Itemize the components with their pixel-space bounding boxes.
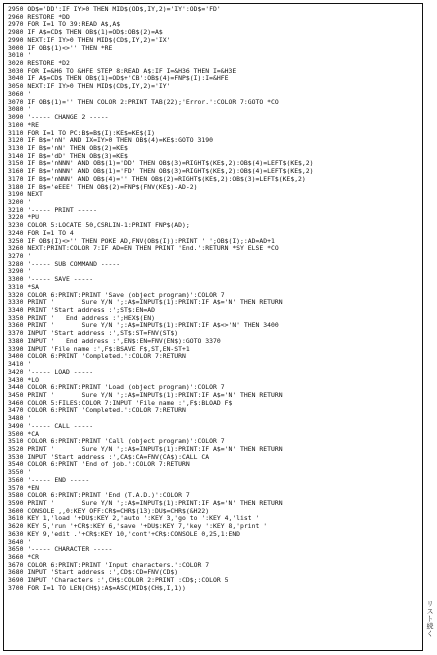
code-line: 3050 NEXT:IF IY>0 THEN MID$(CD$,IY,2)='IY' xyxy=(8,83,171,91)
code-line: 3000 IF OB$(1)<>'' THEN *RE xyxy=(8,44,113,52)
code-line: 3460 COLOR 5:FILES:COLOR 7:INPUT 'File name :',F$:BLOAD F$ xyxy=(8,399,233,407)
code-line: 3640 ' xyxy=(8,538,32,546)
code-line: 3530 INPUT 'Start address :',CA$:CA=FNV(CA$):CALL CA xyxy=(8,453,210,461)
code-line: 3620 KEY 5,'run '+CR$:KEY 6,'save '+DU$:KEY 7,'key ':KEY 8,'print ' xyxy=(8,523,268,531)
code-line: 3010 ' xyxy=(8,52,32,60)
code-line: 3110 FOR I=1 TO PC:B$=B$(I):KE$=KE$(I) xyxy=(8,129,155,137)
code-line: 3410 ' xyxy=(8,361,32,369)
code-line: 3360 PRINT ' Sure Y/N ';:A$=INPUT$(1):PRINT:IF A$<>'N' THEN 3400 xyxy=(8,322,279,330)
code-line: 3250 IF OB$(I)<>'' THEN POKE AD,FNV(OB$(I)):PRINT ' ';OB$(I);:AD=AD+1 xyxy=(8,237,275,245)
code-line: 3470 COLOR 6:PRINT 'Completed.':COLOR 7:RETURN xyxy=(8,407,186,415)
code-line: 2960 RESTORE *DD xyxy=(8,13,70,21)
code-line: 3200 ' xyxy=(8,198,32,206)
code-line: 3310 *SA xyxy=(8,283,39,291)
code-line: 2980 IF A$=CD$ THEN OB$(1)=OD$:OB$(2)=A$ xyxy=(8,29,163,37)
code-line: 3070 IF OB$(1)='' THEN COLOR 2:PRINT TAB(22);'Error.':COLOR 7:GOTO *CO xyxy=(8,98,279,106)
code-line: 3220 *PU xyxy=(8,214,39,222)
code-line: 3040 IF A$=CD$ THEN OB$(1)=OD$+'CB':OB$(4)=FNP$(I):I=&HFE xyxy=(8,75,229,83)
code-line: 3290 ' xyxy=(8,268,32,276)
code-line: 3480 ' xyxy=(8,415,32,423)
code-line: 3160 IF B$='nNNN' AND OB$(1)='FD' THEN OB$(3)=RIGHT$(KE$,2):OB$(4)=LEFT$(KE$,2) xyxy=(8,168,314,176)
program-listing xyxy=(8,6,420,593)
code-line: 2950 OD$='DD':IF IY>0 THEN MID$(OD$,IY,2)='IY':OD$='FD' xyxy=(8,6,221,13)
code-line: 3600 CONSOLE ,,0:KEY OFF:CR$=CHR$(13):DU$=CHR$(&H22) xyxy=(8,507,210,515)
code-line: 2970 FOR I=1 TO 39:READ A$,A$ xyxy=(8,21,121,29)
code-line: 3280 '----- SUB COMMAND ----- xyxy=(8,260,121,268)
code-line: 3230 COLOR 5:LOCATE 50,CSRLIN-1:PRINT FNP$(AD); xyxy=(8,222,190,230)
code-line: 3170 IF B$='nNNN' AND OB$(4)='' THEN OB$(2)=RIGHT$(KE$,2):OB$(3)=LEFT$(KE$,2) xyxy=(8,175,306,183)
code-line: 3590 PRINT ' Sure Y/N ';:A$=INPUT$(1):PRINT:IF A$='N' THEN RETURN xyxy=(8,500,283,507)
code-line: 3540 COLOR 6:PRINT 'End of job.':COLOR 7:RETURN xyxy=(8,461,190,469)
code-line: 3400 COLOR 6:PRINT 'Completed.':COLOR 7:RETURN xyxy=(8,353,186,361)
code-line: 3570 *EN xyxy=(8,484,39,492)
code-line: 3670 COLOR 6:PRINT:PRINT 'Input characters.':COLOR 7 xyxy=(8,561,210,569)
code-line: 3340 PRINT 'Start address :';ST$:EN=AD xyxy=(8,307,155,315)
code-line: 3030 FOR I=&H6 TO &HFE STEP 8:READ A$:IF I=&H36 THEN I=&H3E xyxy=(8,67,237,75)
code-line: 3100 *RE xyxy=(8,121,39,129)
code-line: 3550 ' xyxy=(8,469,32,477)
code-line: 3380 INPUT ' End address :',EN$:EN=FNV(EN$):GOTO 3370 xyxy=(8,337,221,345)
code-line: 3150 IF B$='nNNN' AND OB$(1)='DD' THEN OB$(3)=RIGHT$(KE$,2):OB$(4)=LEFT$(KE$,2) xyxy=(8,160,314,168)
code-line: 3020 RESTORE *D2 xyxy=(8,60,70,68)
code-line: 3130 IF B$='nN' THEN OB$(2)=KE$ xyxy=(8,144,128,152)
code-line: 3320 COLOR 6:PRINT:PRINT 'Save (object program)':COLOR 7 xyxy=(8,291,225,299)
code-line: 3490 '----- CALL ----- xyxy=(8,422,94,430)
code-line: 3580 COLOR 6:PRINT:PRINT 'End (T.A.D.)':COLOR 7 xyxy=(8,492,190,500)
code-line: 3240 FOR I=1 TO 4 xyxy=(8,229,74,237)
code-line: 3390 INPUT 'File name :',F$:BSAVE F$,ST,EN-ST+1 xyxy=(8,345,190,353)
code-line: 3140 IF B$='dD' THEN OB$(3)=KE$ xyxy=(8,152,128,160)
code-line: 3610 KEY 1,'load '+DU$:KEY 2,'auto ':KEY 3,'go to ':KEY 4,'list ' xyxy=(8,515,260,523)
listing-frame xyxy=(3,3,423,651)
code-line: 3300 '----- SAVE ----- xyxy=(8,276,94,284)
code-line: 3690 INPUT 'Characters :',CH$:COLOR 2:PRINT :CD$;:COLOR 5 xyxy=(8,577,229,585)
code-line: 3060 ' xyxy=(8,90,32,98)
code-line: 3560 '----- END ----- xyxy=(8,476,90,484)
code-line: 3210 '----- PRINT ----- xyxy=(8,206,97,214)
code-line: 3510 COLOR 6:PRINT:PRINT 'Call (object program)':COLOR 7 xyxy=(8,438,225,446)
code-line: 3450 PRINT ' Sure Y/N ';:A$=INPUT$(1):PRINT:IF A$='N' THEN RETURN xyxy=(8,391,283,399)
code-line: 3500 *CA xyxy=(8,430,39,438)
code-line: 3630 KEY 9,'edit .'+CR$:KEY 10,'cont'+CR$:CONSOLE 0,25,1:END xyxy=(8,530,241,538)
code-line: 3700 FOR I=1 TO LEN(CH$):A$=ASC(MID$(CH$,I,1)) xyxy=(8,584,186,592)
code-line: 3430 *LO xyxy=(8,376,39,384)
code-line: 3120 IF B$='nN' AND IX=IY>0 THEN OB$(4)=KE$:GOTO 3190 xyxy=(8,137,213,145)
continued-note: リスト続く xyxy=(426,600,434,638)
code-line: 3260 NEXT:PRINT:COLOR 7:IF AD=EN THEN PRINT 'End.':RETURN *SY ELSE *CO xyxy=(8,245,279,253)
code-line: 3270 ' xyxy=(8,253,32,260)
code-line: 3330 PRINT ' Sure Y/N ';:A$=INPUT$(1):PRINT:IF A$='N' THEN RETURN xyxy=(8,299,283,307)
code-line: 3520 PRINT ' Sure Y/N ';:A$=INPUT$(1):PRINT:IF A$='N' THEN RETURN xyxy=(8,445,283,453)
code-line: 3090 '----- CHANGE 2 ----- xyxy=(8,114,109,122)
code-line: 3350 PRINT ' End address :';HEX$(EN) xyxy=(8,314,155,322)
code-line: 3440 COLOR 6:PRINT:PRINT 'Load (object program)':COLOR 7 xyxy=(8,384,225,392)
code-line: 3660 *CR xyxy=(8,554,39,562)
code-line: 3680 INPUT 'Start address :',CD$:CD=FNV(CD$) xyxy=(8,569,179,577)
code-line: 3370 INPUT 'Start address :',ST$:ST=FNV(ST$) xyxy=(8,330,179,338)
code-line: 3190 NEXT xyxy=(8,191,43,199)
code-line: 3180 IF B$='eEEE' THEN OB$(2)=FNP$(FNV(KE$)-AD-2) xyxy=(8,183,198,191)
code-line: 3650 '----- CHARACTER ----- xyxy=(8,546,113,554)
code-line: 2990 NEXT:IF IY>0 THEN MID$(CD$,IY,2)='IX' xyxy=(8,36,171,44)
code-line: 3080 ' xyxy=(8,106,32,114)
code-line: 3420 '----- LOAD ----- xyxy=(8,368,94,376)
